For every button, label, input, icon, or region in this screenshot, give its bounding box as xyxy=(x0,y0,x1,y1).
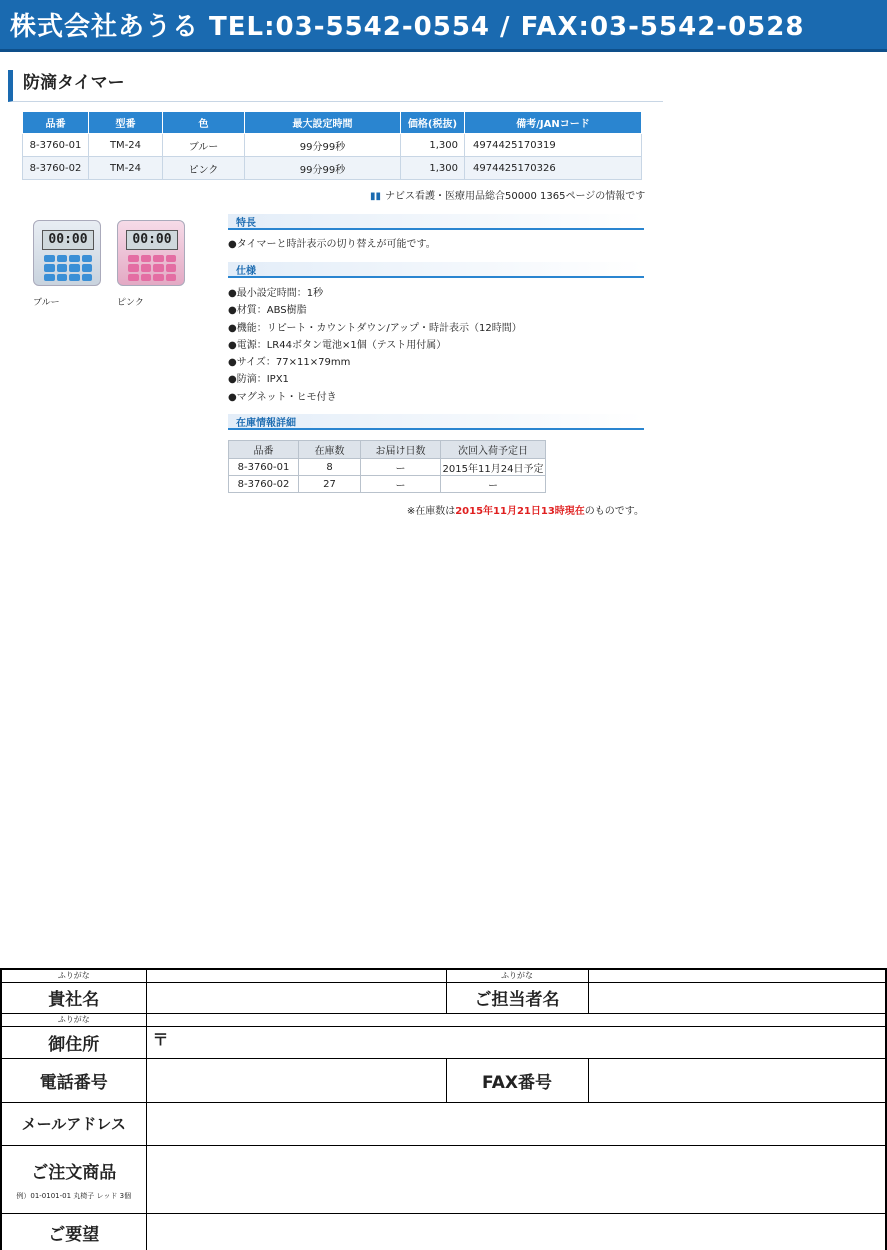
cell-stock-count: 27 xyxy=(299,476,361,493)
timer-keypad xyxy=(44,255,92,281)
product-table xyxy=(22,111,642,180)
form-row xyxy=(1,1102,886,1145)
furigana-label: ふりがな xyxy=(1,969,146,982)
timer-keypad xyxy=(128,255,176,281)
contact-field[interactable] xyxy=(588,982,886,1013)
page-title: 防滴タイマー xyxy=(8,70,663,102)
stock-note-prefix: ※在庫数は xyxy=(406,506,456,517)
list-item: ●タイマーと時計表示の切り替えが可能です。 xyxy=(228,239,436,250)
cell-part-number: 8-3760-01 xyxy=(23,134,89,157)
form-row xyxy=(1,1213,886,1250)
cell-next-arrival: 2015年11月24日予定 xyxy=(441,459,546,476)
form-row xyxy=(1,982,886,1013)
products-label-cell xyxy=(1,1145,146,1213)
fax-label: FAX番号 xyxy=(446,1058,588,1102)
cell-price: 1,300 xyxy=(401,157,465,180)
column-header: 備考/JANコード xyxy=(465,112,642,134)
cell-color: ブルー xyxy=(163,134,245,157)
cell-part-number: 8-3760-02 xyxy=(229,476,299,493)
column-header: 型番 xyxy=(89,112,163,134)
cell-jan: 4974425170319 xyxy=(465,134,642,157)
fax-field[interactable] xyxy=(588,1058,886,1102)
form-row xyxy=(1,969,886,982)
timer-display: 00:00 xyxy=(126,230,178,250)
stock-note-suffix: のものです。 xyxy=(584,506,644,517)
products-label: ご注文商品 xyxy=(31,1162,117,1183)
specs-list xyxy=(228,285,522,406)
postal-mark: 〒 xyxy=(152,1029,169,1049)
cell-model: TM-24 xyxy=(89,134,163,157)
cell-max-time: 99分99秒 xyxy=(245,157,401,180)
order-form xyxy=(0,968,887,1250)
cell-delivery-days: ー xyxy=(361,476,441,493)
address-furigana-field[interactable] xyxy=(146,1013,886,1026)
list-item: ●材質：ABS樹脂 xyxy=(228,305,307,317)
cell-model: TM-24 xyxy=(89,157,163,180)
list-item: ●マグネット・ヒモ付き xyxy=(228,391,337,403)
table-row xyxy=(23,134,642,157)
column-header: 品番 xyxy=(229,441,299,459)
cell-color: ピンク xyxy=(163,157,245,180)
furigana-label: ふりがな xyxy=(1,1013,146,1026)
contact-label: ご担当者名 xyxy=(446,982,588,1013)
company-field[interactable] xyxy=(146,982,446,1013)
column-header: 価格(税抜) xyxy=(401,112,465,134)
form-row xyxy=(1,1026,886,1058)
cell-delivery-days: ー xyxy=(361,459,441,476)
stock-table xyxy=(228,440,546,493)
cell-jan: 4974425170326 xyxy=(465,157,642,180)
list-item: ●機能：リピート・カウントダウン/アップ・時計表示（12時間） xyxy=(228,322,522,334)
header-banner xyxy=(0,0,887,52)
list-item: ●サイズ：77×11×79mm xyxy=(228,357,351,369)
phone-label: 電話番号 xyxy=(1,1058,146,1102)
column-header: 在庫数 xyxy=(299,441,361,459)
features-list xyxy=(228,236,436,253)
column-header: 次回入荷予定日 xyxy=(441,441,546,459)
column-header: 品番 xyxy=(23,112,89,134)
book-icon: ▮▮ xyxy=(370,191,382,202)
timer-display: 00:00 xyxy=(42,230,94,250)
table-row xyxy=(229,476,546,493)
column-header: お届け日数 xyxy=(361,441,441,459)
form-row xyxy=(1,1145,886,1213)
cell-part-number: 8-3760-02 xyxy=(23,157,89,180)
reference-note xyxy=(370,187,644,202)
phone-field[interactable] xyxy=(146,1058,446,1102)
reference-note-text: ナビス看護・医療用品総合50000 1365ページの情報です xyxy=(385,191,646,202)
product-image-pink xyxy=(117,220,185,286)
products-field[interactable] xyxy=(146,1145,886,1213)
product-table-header xyxy=(23,112,642,134)
image-caption-blue: ブルー xyxy=(33,298,60,308)
stock-note-date: 2015年11月21日13時現在 xyxy=(455,506,585,517)
stock-table-header xyxy=(229,441,546,459)
requests-label: ご要望 xyxy=(1,1213,146,1250)
column-header: 色 xyxy=(163,112,245,134)
list-item: ●防滴：IPX1 xyxy=(228,374,289,386)
contact-furigana-field[interactable] xyxy=(588,969,886,982)
requests-field[interactable] xyxy=(146,1213,886,1250)
form-row xyxy=(1,1013,886,1026)
specs-heading: 仕様 xyxy=(228,262,644,278)
list-item: ●電源：LR44ボタン電池×1個（テスト用付属） xyxy=(228,339,447,351)
product-image-blue xyxy=(33,220,101,286)
address-label: 御住所 xyxy=(1,1026,146,1058)
stock-heading: 在庫情報詳細 xyxy=(228,414,644,430)
email-label: メールアドレス xyxy=(1,1102,146,1145)
table-row xyxy=(23,157,642,180)
stock-note xyxy=(330,502,644,517)
header-text: 株式会社あうる TEL:03-5542-0554 / FAX:03-5542-0528 xyxy=(10,12,805,42)
cell-stock-count: 8 xyxy=(299,459,361,476)
image-caption-pink: ピンク xyxy=(117,298,144,308)
cell-max-time: 99分99秒 xyxy=(245,134,401,157)
table-row xyxy=(229,459,546,476)
cell-next-arrival: ー xyxy=(441,476,546,493)
form-row xyxy=(1,1058,886,1102)
furigana-label: ふりがな xyxy=(446,969,588,982)
address-field[interactable] xyxy=(146,1026,886,1058)
column-header: 最大設定時間 xyxy=(245,112,401,134)
email-field[interactable] xyxy=(146,1102,886,1145)
list-item: ●最小設定時間：1秒 xyxy=(228,288,324,299)
features-heading: 特長 xyxy=(228,214,644,230)
products-example: 例）01-0101-01 丸椅子 レッド 3個 xyxy=(16,1191,132,1200)
cell-price: 1,300 xyxy=(401,134,465,157)
company-furigana-field[interactable] xyxy=(146,969,446,982)
cell-part-number: 8-3760-01 xyxy=(229,459,299,476)
company-label: 貴社名 xyxy=(1,982,146,1013)
